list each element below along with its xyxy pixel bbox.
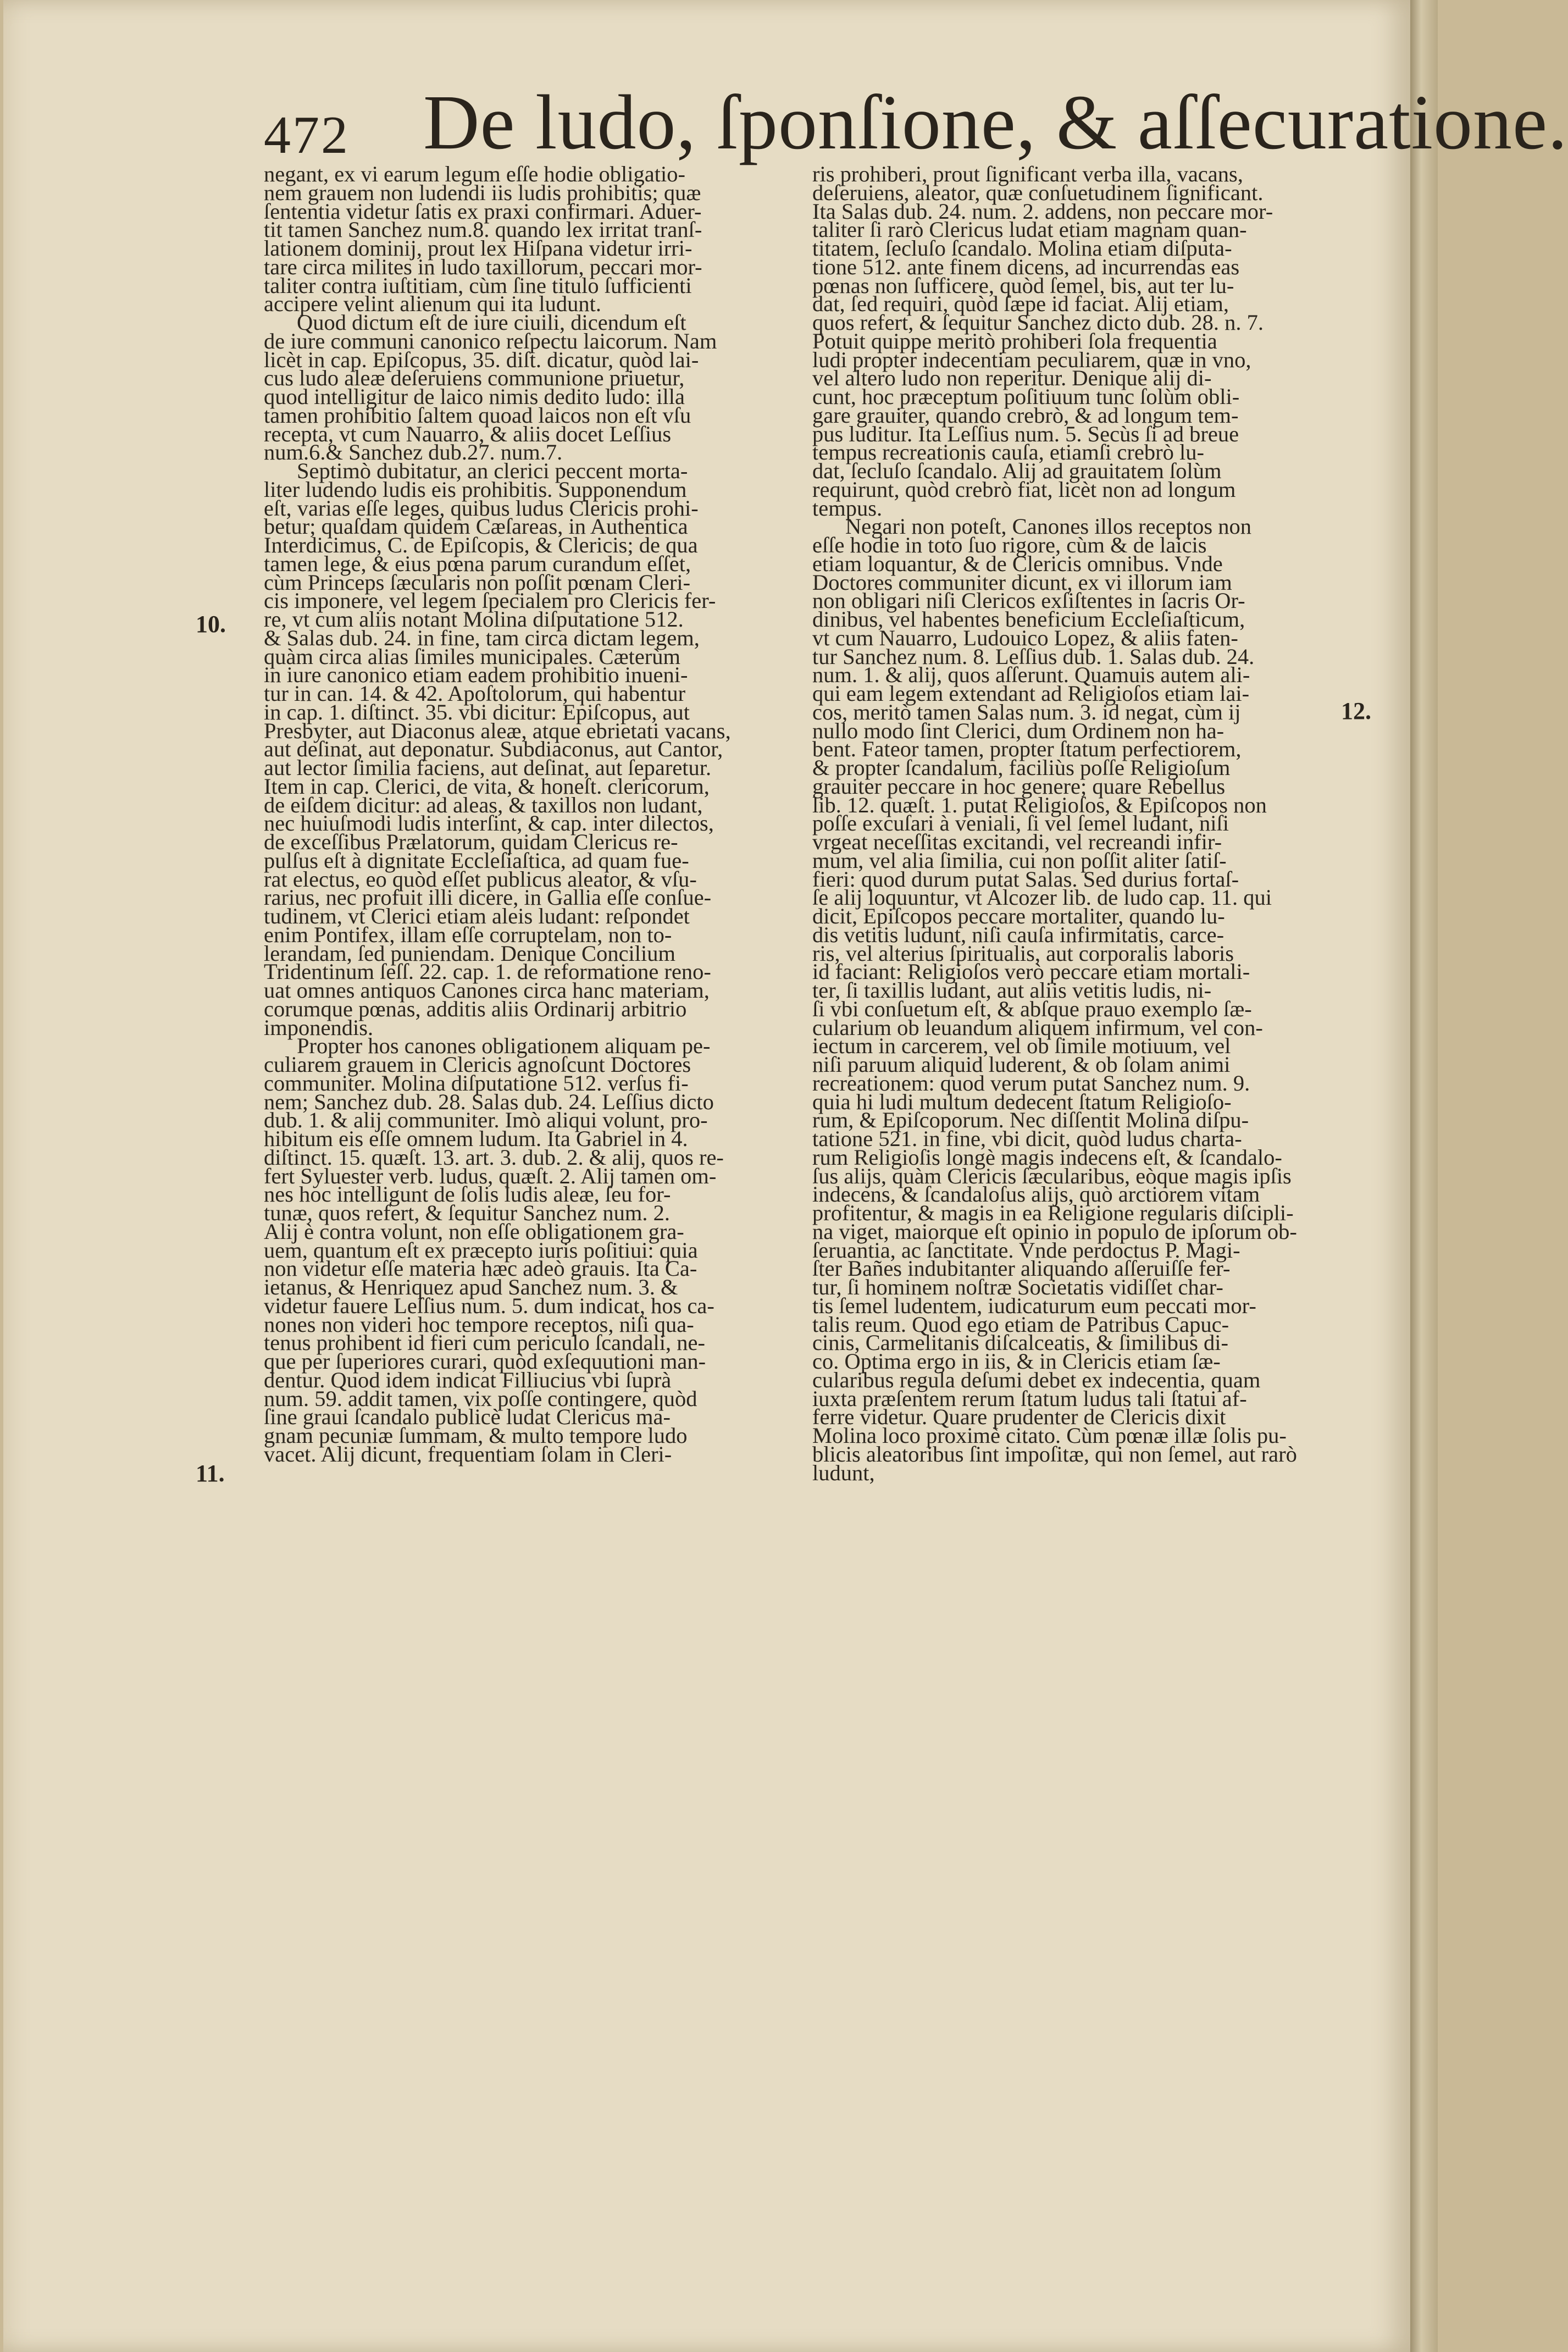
paragraph: Propter hos canones obligationem aliquam pe- culiarem grauem in Clericis agnoſcunt Doctores communiter. Molina diſputatione 512. verſus fi- nem; Sanchez dub. 28. Salas dub. 24. Leſſius dicto dub. 1. & alij communiter. Imò aliqui volunt, pro- hibitum eis eſſe omnem ludum. Ita Gabriel in 4. diſtinct. 15. quæſt. 13. art. 3. dub. 2. & alij, quos re- fert Syluester verb. ludus, quæſt. 2. Alij tamen om- nes hoc intelligunt de ſolis ludis aleæ, ſeu for- tunæ, quos refert, & ſequitur Sanchez num. 2. Alij è contra volunt, non eſſe obligationem gra- uem, quantum eſt ex præcepto iuris poſitiui: quia non videtur eſſe materia hæc adeò grauis. Ita Ca- ietanus, & Henriquez apud Sanchez num. 3. & videtur fauere Leſſius num. 5. dum indicat, hos ca- nones non videri hoc tempore receptos, niſi qua- tenus prohibent id fieri cum periculo ſcandali, ne- que per ſuperiores curari, quòd exſequutioni man- dentur. Quod idem indicat Filliucius vbi ſuprà num. 59. addit tamen, vix poſſe contingere, quòd ſine graui ſcandalo publicè ludat Clericus ma- gnam pecuniæ ſummam, & multo tempore ludo vacet. Alij dicunt, frequentiam ſolam in Cleri- [264,1033,724,1466]
left-text-column [264,162,750,1466]
paragraph: Septimò dubitatur, an clerici peccent morta- liter ludendo ludis eis prohibitis. Supponendum eſt, varias eſſe leges, quibus ludus Clericis prohi- betur; quaſdam quidem Cæſareas, in Authentica Interdicimus, C. de Epiſcopis, & Clericis; de qua tamen lege, & eius pœna parum curandum eſſet, cùm Princeps ſæcularis non poſſit pœnam Cleri- cis imponere, vel legem ſpecialem pro Clericis fer- re, vt cum aliis notant Molina diſputatione 512. & Salas dub. 24. in fine, tam circa dictam legem, quàm circa alias ſimiles municipales. Cæterùm in iure canonico etiam eadem prohibitio inueni- tur in can. 14. & 42. Apoſtolorum, qui habentur in cap. 1. diſtinct. 35. vbi dicitur: Epiſcopus, aut Presbyter, aut Diaconus aleæ, atque ebrietati vacans, aut deſinat, aut deponatur. Subdiaconus, aut Cantor, aut lector ſimilia faciens, aut deſinat, aut ſeparetur. Item in cap. Clerici, de vita, & honeſt. clericorum, de eiſdem dicitur: ad aleas, & taxillos non ludant, nec huiuſmodi ludis interſint, & cap. inter dilectos, de exceſſibus Prælatorum, quidam Clericus re- pulſus eſt à dignitate Eccleſiaſtica, ad quam fue- rat electus, eo quòd eſſet publicus aleator, & vſu- rarius, nec profuit illi dicere, in Gallia eſſe conſue- tudinem, vt Clerici etiam aleis ludant: reſpondet enim Pontifex, illam eſſe corruptelam, non to- lerandam, ſed puniendam. Denique Concilium Tridentinum ſeſſ. 22. cap. 1. de reformatione reno- uat omnes antiquos Canones circa hanc materiam, corumque pœnas, additis aliis Ordinarij arbitrio imponendis. [264,458,731,1040]
page-number: 472 [264,106,350,165]
page-header [264,77,1568,170]
margin-number-12: 12. [1341,698,1371,724]
running-title: De ludo, ſponſione, & aſſecuratione. [423,79,1568,165]
paragraph: ris prohiberi, prout ſignificant verba illa, vacans, deſeruiens, aleator, quæ conſuetudinem ſignificant. Ita Salas dub. 24. num. 2. addens, non peccare mor- taliter ſi rarò Clericus ludat etiam magnam quan- titatem, ſecluſo ſcandalo. Molina etiam diſputa- tione 512. ante finem dicens, ad incurrendas eas pœnas non ſufficere, quòd ſemel, bis, aut ter lu- dat, ſed requiri, quòd ſæpe id faciat. Alij etiam, quos refert, & ſequitur Sanchez dicto dub. 28. n. 7. Potuit quippe meritò prohiberi ſola frequentia ludi propter indecentiam peculiarem, quæ in vno, vel altero ludo non reperitur. Denique alij di- cunt, hoc præceptum poſitiuum tunc ſolùm obli- gare grauiter, quando crebrò, & ad longum tem- pus luditur. Ita Leſſius num. 5. Secùs ſi ad breue tempus recreationis cauſa, etiamſi crebrò lu- dat, ſecluſo ſcandalo. Alij ad grauitatem ſolùm requirunt, quòd crebrò fiat, licèt non ad longum tempus. [812,162,1273,521]
right-text-column [812,162,1323,1485]
margin-number-10: 10. [196,611,226,638]
adjacent-page-edge [1410,0,1438,2352]
paragraph: Negari non poteſt, Canones illos receptos non eſſe hodie in toto ſuo rigore, cùm & de laicis etiam loquantur, & de Clericis omnibus. Vnde Doctores communiter dicunt, ex vi illorum iam non obligari niſi Clericos exſiſtentes in ſacris Or- dinibus, vel habentes beneficium Eccleſiaſticum, vt cum Nauarro, Ludouico Lopez, & aliis faten- tur Sanchez num. 8. Leſſius dub. 1. Salas dub. 24. num. 1. & alij, quos aſſerunt. Quamuis autem ali- qui eam legem extendant ad Religioſos etiam lai- cos, meritò tamen Salas num. 3. id negat, cùm ij nullo modo ſint Clerici, dum Ordinem non ha- bent. Fateor tamen, propter ſtatum perfectiorem, & propter ſcandalum, faciliùs poſſe Religioſum grauiter peccare in hoc genere; quare Rebellus lib. 12. quæſt. 1. putat Religioſos, & Epiſcopos non poſſe excuſari à veniali, ſi vel ſemel ludant, niſi vrgeat neceſſitas excitandi, vel recreandi infir- mum, vel alia ſimilia, cui non poſſit aliter ſatiſ- fieri: quod durum putat Salas. Sed durius fortaſ- ſe alij loquuntur, vt Alcozer lib. de ludo cap. 11. qui dicit, Epiſcopos peccare mortaliter, quando lu- dis vetitis ludunt, niſi cauſa infirmitatis, carce- ris, vel alterius ſpiritualis, aut corporalis laboris id faciant: Religioſos verò peccare etiam mortali- ter, ſi taxillis ludant, aut aliis vetitis ludis, ni- ſi vbi conſuetum eſt, & abſque prauo exemplo ſæ- cularium ob leuandum aliquem infirmum, vel con- iectum in carcerem, vel ob ſimile motiuum, vel niſi paruum aliquid luderent, & ob ſolam animi recreationem: quod verum putat Sanchez num. 9. quia hi ludi multum dedecent ſtatum Religioſo- rum, & Epiſcoporum. Nec diſſentit Molina diſpu- tatione 521. in fine, vbi dicit, quòd ludus charta- rum Religioſis longè magis indecens eſt, & ſcandalo- ſus alijs, quàm Clericis ſæcularibus, eòque magis ipſis indecens, & ſcandaloſus alijs, quò arctiorem vitam profitentur, & magis in ea Religione regularis diſcipli- na viget, maiorque eſt opinio in populo de ipſorum ob- ſeruantia, ac ſanctitate. Vnde perdoctus P. Magi- ſter Bañes indubitanter aliquando aſſeruiſſe fer- tur, ſi hominem noſtræ Societatis vidiſſet char- tis ſemel ludentem, iudicaturum eum peccati mor- talis reum. Quod ego etiam de Patribus Capuc- cinis, Carmelitanis diſcalceatis, & ſimilibus di- co. Optima ergo in iis, & in Clericis etiam ſæ- cularibus regula deſumi debet ex indecentia, quam iuxta præſentem rerum ſtatum ludus tali ſtatui af- ferre videtur. Quare prudenter de Clericis dixit Molina loco proximè citato. Cùm pœnæ illæ ſolis pu- blicis aleatoribus ſint impoſitæ, qui non ſemel, aut rarò ludunt, [812,514,1297,1485]
paragraph: Quod dictum eſt de iure ciuili, dicendum eſt de iure communi canonico reſpectu laicorum. Nam licèt in cap. Epiſcopus, 35. diſt. dicatur, quòd lai- cus ludo aleæ deſeruiens communione priuetur, quod intelligitur de laico nimis dedito ludo: illa tamen prohibitio ſaltem quoad laicos non eſt vſu recepta, vt cum Nauarro, & aliis docet Leſſius num.6.& Sanchez dub.27. num.7. [264,310,717,465]
paragraph: negant, ex vi earum legum eſſe hodie obligatio- nem grauem non ludendi iis ludis prohibitis; quæ ſententia videtur ſatis ex praxi confirmari. Aduer- tit tamen Sanchez num.8. quando lex irritat tranſ- lationem dominij, prout lex Hiſpana videtur irri- tare circa milites in ludo taxillorum, peccari mor- taliter contra iuſtitiam, cùm ſine titulo ſufficienti accipere velint alienum qui ita ludunt. [264,162,702,317]
margin-number-11: 11. [196,1460,225,1487]
